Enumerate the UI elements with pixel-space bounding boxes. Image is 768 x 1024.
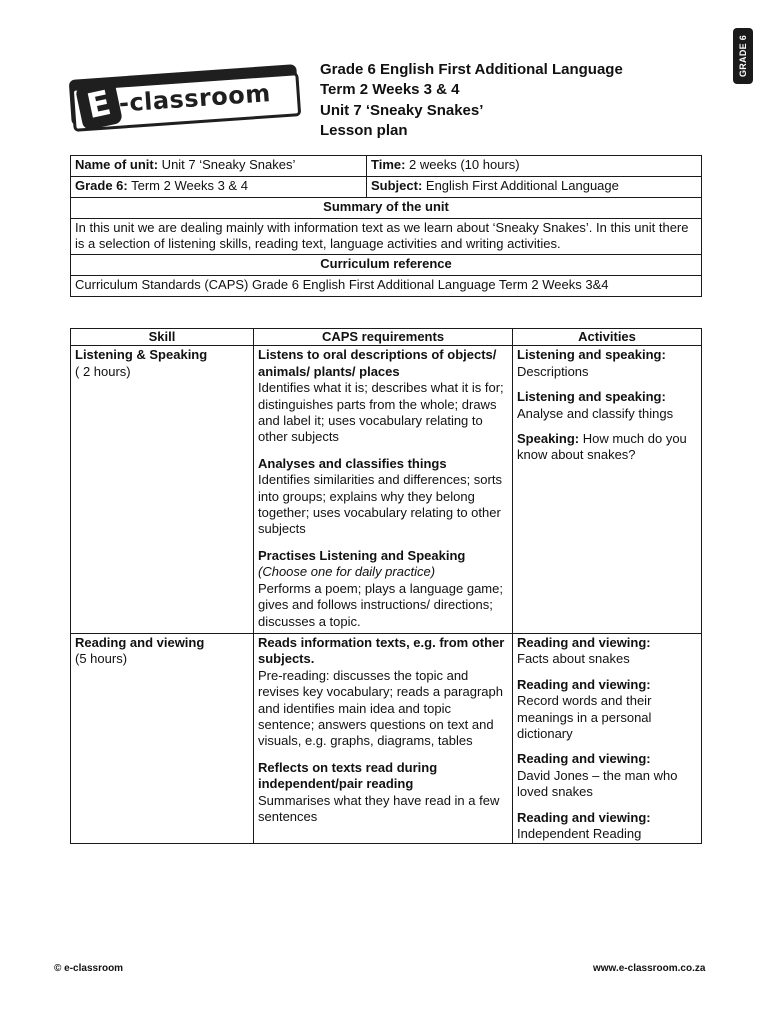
activity-item — [517, 347, 697, 380]
activity-item — [517, 389, 697, 422]
logo-card — [71, 72, 302, 132]
caps-text: Identifies what it is; describes what it is for; distinguishes parts from the whole; draws and label it; uses vocabulary relating to other subjects — [258, 380, 504, 445]
grade-cell — [71, 177, 367, 198]
caps-heading: Reflects on texts read during independent/pair reading — [258, 759, 438, 792]
skill-cell — [71, 633, 254, 843]
unit-info-table — [70, 155, 702, 297]
footer-copyright: © e-classroom — [54, 963, 124, 974]
curriculum-heading: Curriculum reference — [71, 254, 702, 275]
activities-cell — [513, 633, 702, 843]
activity-item — [517, 677, 697, 743]
caps-text: Pre-reading: discusses the topic and revises key vocabulary; reads a paragraph and identifies main idea and topic sentence; answers questions on text and visuals, e.g. graphs, diagrams, tables — [258, 667, 503, 749]
activity-label: Speaking: — [517, 431, 580, 447]
activity-label: Listening and speaking: — [517, 347, 666, 363]
activity-item — [517, 635, 697, 668]
caps-block — [258, 456, 508, 538]
skills-header-row — [71, 329, 702, 346]
activity-label: Reading and viewing: — [517, 676, 651, 692]
activities-cell — [513, 346, 702, 634]
skill-name: Listening & Speaking — [75, 347, 208, 363]
activity-item — [517, 431, 697, 464]
footer-website: www.e-classroom.co.za — [593, 963, 706, 974]
activity-item — [517, 810, 697, 843]
activity-label: Reading and viewing: — [517, 634, 651, 650]
caps-block — [258, 635, 508, 750]
grade-tab-label: GRADE 6 — [738, 34, 748, 78]
curriculum-text: Curriculum Standards (CAPS) Grade 6 English First Additional Language Term 2 Weeks 3&4 — [71, 275, 702, 296]
activity-text: Descriptions — [517, 363, 589, 379]
subject-cell — [367, 177, 702, 198]
time-value: 2 weeks (10 hours) — [405, 157, 520, 172]
activity-label: Listening and speaking: — [517, 389, 666, 405]
skill-hours: (5 hours) — [75, 651, 128, 667]
grade-tab — [733, 28, 753, 84]
caps-note: (Choose one for daily practice) — [258, 564, 436, 580]
caps-text: Summarises what they have read in a few sentences — [258, 792, 500, 824]
caps-heading: Practises Listening and Speaking — [258, 547, 466, 563]
unit-name-cell — [71, 156, 367, 177]
activity-item — [517, 751, 697, 800]
activity-text: Analyse and classify things — [517, 405, 674, 421]
summary-text: In this unit we are dealing mainly with information text as we learn about ‘Sneaky Snakes’. In this unit there is a selection of listening skills, reading text, language activities and writing activities. — [71, 219, 702, 255]
header-title-line3: Unit 7 ‘Sneaky Snakes’ — [320, 101, 484, 119]
unit-info-row — [71, 177, 702, 198]
caps-heading: Reads information texts, e.g. from other subjects. — [258, 634, 505, 667]
caps-block — [258, 347, 508, 445]
caps-cell — [254, 633, 513, 843]
time-cell — [367, 156, 702, 177]
unit-name-value: Unit 7 ‘Sneaky Snakes’ — [158, 157, 296, 172]
grade-label: Grade 6: — [75, 178, 128, 193]
subject-label: Subject: — [371, 178, 423, 193]
grade-value: Term 2 Weeks 3 & 4 — [127, 178, 248, 193]
header-title-line1: Grade 6 English First Additional Language — [320, 61, 623, 78]
skill-name: Reading and viewing — [75, 634, 205, 650]
activity-text: How much do you know about snakes? — [517, 431, 687, 463]
activity-label: Reading and viewing: — [517, 809, 651, 825]
caps-cell — [254, 346, 513, 634]
document-header — [320, 60, 623, 141]
column-header-caps: CAPS requirements — [254, 329, 513, 346]
subject-value: English First Additional Language — [422, 178, 619, 193]
skill-cell — [71, 346, 254, 634]
table-row — [71, 346, 702, 634]
caps-text: Performs a poem; plays a language game; gives and follows instructions/ directions; discusses a topic. — [258, 580, 503, 629]
header-title-line4: Lesson plan — [320, 121, 408, 139]
column-header-skill: Skill — [71, 329, 254, 346]
activity-text: David Jones – the man who loved snakes — [517, 767, 678, 800]
unit-info-row — [71, 156, 702, 177]
activity-text: Facts about snakes — [517, 651, 630, 667]
unit-name-label: Name of unit: — [75, 157, 159, 172]
logo-e-mark: E — [75, 79, 123, 130]
caps-block — [258, 760, 508, 826]
activity-text: Independent Reading — [517, 825, 642, 841]
caps-block — [258, 548, 508, 630]
table-row — [71, 633, 702, 843]
skill-hours: ( 2 hours) — [75, 363, 131, 379]
summary-heading: Summary of the unit — [71, 198, 702, 219]
e-classroom-logo — [62, 62, 304, 132]
header-title-line2: Term 2 Weeks 3 & 4 — [320, 81, 460, 99]
caps-heading: Listens to oral descriptions of objects/ animals/ plants/ places — [258, 347, 497, 379]
logo-wordmark: -classroom — [117, 79, 272, 118]
column-header-activities: Activities — [513, 329, 702, 346]
activity-label: Reading and viewing: — [517, 751, 651, 767]
skills-table — [70, 328, 702, 844]
time-label: Time: — [371, 157, 406, 172]
activity-text: Record words and their meanings in a personal dictionary — [517, 693, 652, 741]
caps-heading: Analyses and classifies things — [258, 455, 447, 471]
caps-text: Identifies similarities and differences; sorts into groups; explains why they belong together; uses vocabulary relating to other subjects — [258, 472, 502, 537]
